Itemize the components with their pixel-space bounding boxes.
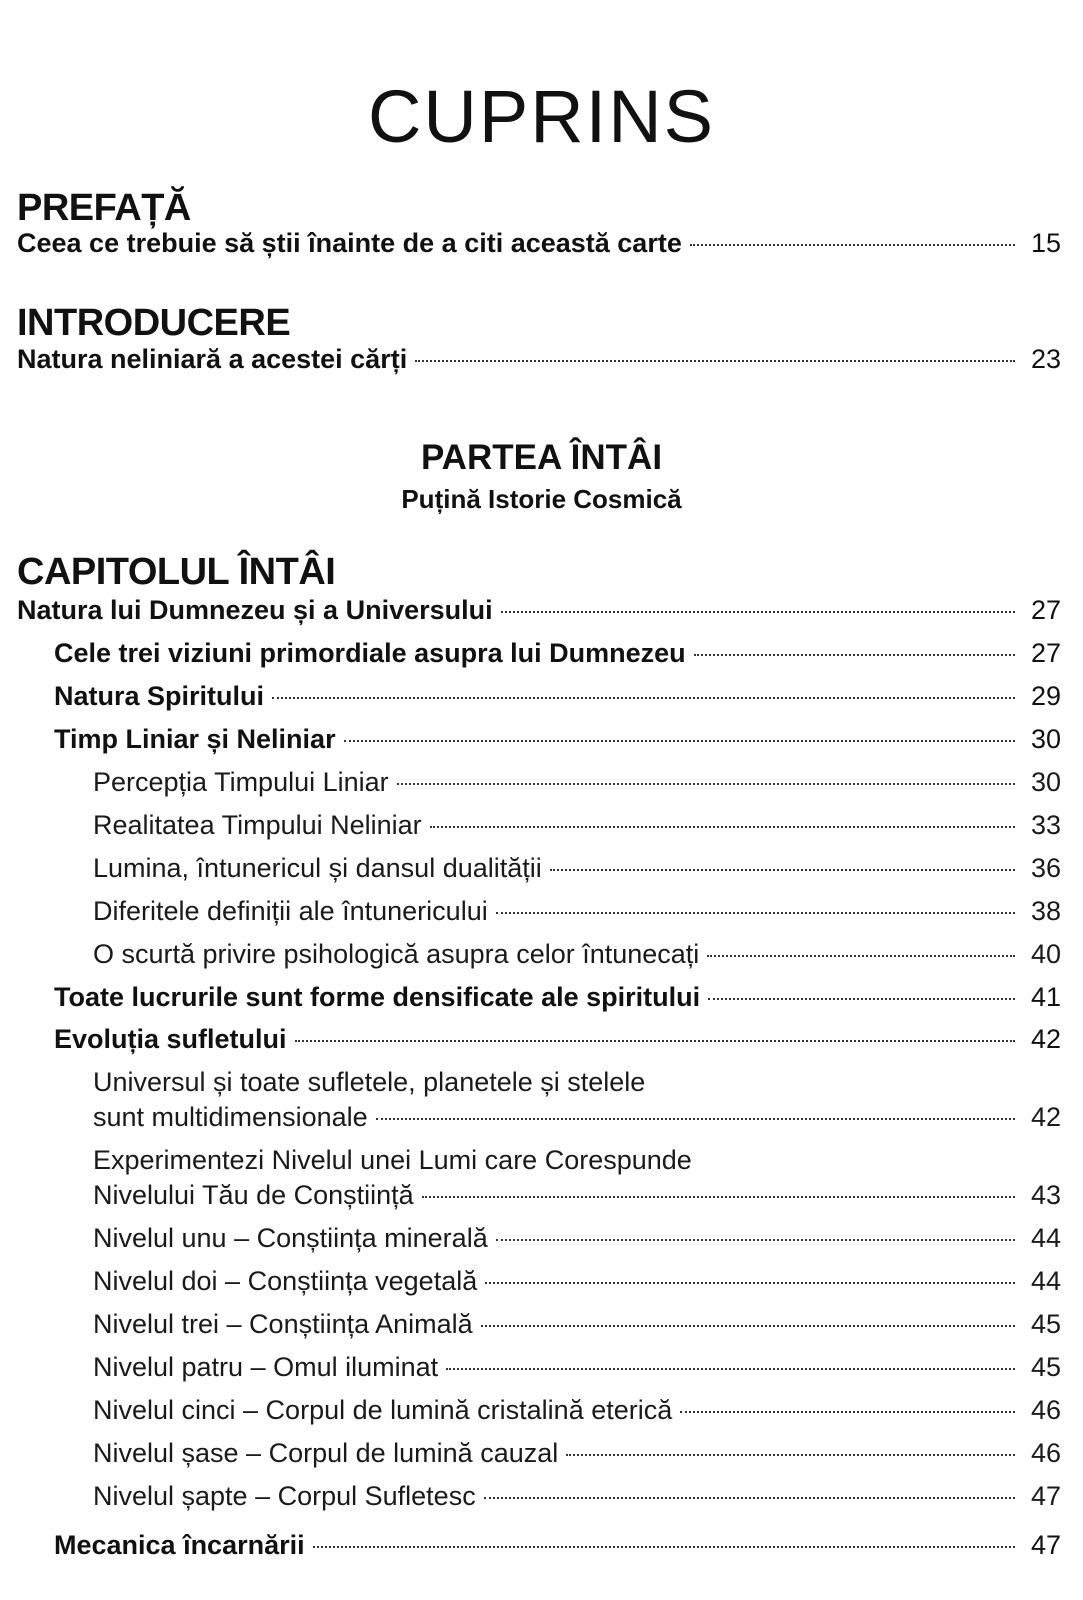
- toc-entry[interactable]: [54, 635, 1061, 671]
- toc-entry[interactable]: [93, 1478, 1061, 1514]
- toc-entry-page: 42: [1030, 1024, 1061, 1054]
- toc-entry-page: 46: [1030, 1395, 1061, 1425]
- toc-entry-title: Evoluția sufletului: [54, 1024, 287, 1054]
- dot-leader: [397, 783, 1015, 785]
- dot-leader: [376, 1118, 1015, 1120]
- toc-entry[interactable]: [93, 936, 1061, 972]
- toc-entry[interactable]: [17, 341, 1061, 377]
- toc-entry-title-line1: Universul și toate sufletele, planetele și stelele: [93, 1067, 646, 1097]
- toc-entry[interactable]: [93, 1099, 1061, 1135]
- toc-entry[interactable]: [93, 850, 1061, 886]
- toc-entry-title: Nivelul doi – Conștiința vegetală: [93, 1266, 478, 1296]
- toc-entry[interactable]: [93, 1306, 1061, 1342]
- toc-entry-title: Lumina, întunericul și dansul dualității: [93, 853, 542, 883]
- toc-entry-page: 44: [1030, 1223, 1061, 1253]
- dot-leader: [708, 998, 1015, 1000]
- toc-entry-title: Natura lui Dumnezeu și a Universului: [17, 595, 493, 625]
- toc-entry-page: 30: [1030, 767, 1061, 797]
- toc-entry-title: O scurtă privire psihologică asupra celor întunecați: [93, 939, 700, 969]
- toc-entry[interactable]: [54, 678, 1061, 714]
- dot-leader: [344, 740, 1015, 742]
- dot-leader: [272, 697, 1015, 699]
- page-title: CUPRINS: [367, 74, 716, 158]
- toc-entry-title: Natura neliniară a acestei cărți: [17, 344, 408, 374]
- toc-entry-title: Nivelul cinci – Corpul de lumină cristalină eterică: [93, 1395, 673, 1425]
- toc-entry-page: 40: [1030, 939, 1061, 969]
- toc-entry-page: 45: [1030, 1352, 1061, 1382]
- toc-entry[interactable]: [93, 764, 1061, 800]
- toc-entry-title-line1: Experimentezi Nivelul unei Lumi care Corespunde: [93, 1145, 692, 1175]
- toc-entry-title: Nivelul trei – Conștiința Animală: [93, 1309, 473, 1339]
- toc-entry[interactable]: [93, 1263, 1061, 1299]
- toc-entry-title: Percepția Timpului Liniar: [93, 767, 389, 797]
- toc-entry-title: Realitatea Timpului Neliniar: [93, 810, 422, 840]
- section-heading-prefata: PREFAȚĂ: [17, 187, 191, 229]
- toc-entry-page: 42: [1030, 1102, 1061, 1132]
- toc-entry-title: Natura Spiritului: [54, 681, 265, 711]
- toc-entry-title: Nivelului Tău de Conștiință: [93, 1180, 414, 1210]
- dot-leader: [496, 912, 1015, 914]
- toc-entry[interactable]: [93, 1177, 1061, 1213]
- dot-leader: [694, 654, 1015, 656]
- toc-entry[interactable]: [93, 807, 1061, 843]
- dot-leader: [690, 244, 1015, 246]
- toc-entry-page: 27: [1030, 595, 1061, 625]
- toc-entry-page: 41: [1030, 982, 1061, 1012]
- toc-entry-page: 30: [1030, 724, 1061, 754]
- toc-entry-page: 29: [1030, 681, 1061, 711]
- toc-entry[interactable]: [54, 721, 1061, 757]
- toc-entry-page: 36: [1030, 853, 1061, 883]
- part-title: PARTEA ÎNTÂI: [420, 438, 663, 477]
- dot-leader: [313, 1546, 1015, 1548]
- dot-leader: [415, 360, 1015, 362]
- dot-leader: [496, 1239, 1015, 1241]
- toc-entry[interactable]: [93, 1392, 1061, 1428]
- toc-entry-page: 46: [1030, 1438, 1061, 1468]
- toc-entry-title: Nivelul șapte – Corpul Sufletesc: [93, 1481, 476, 1511]
- toc-entry-title: Nivelul șase – Corpul de lumină cauzal: [93, 1438, 559, 1468]
- toc-entry[interactable]: [93, 1435, 1061, 1471]
- dot-leader: [550, 869, 1015, 871]
- dot-leader: [485, 1282, 1015, 1284]
- dot-leader: [446, 1368, 1015, 1370]
- dot-leader: [680, 1411, 1015, 1413]
- toc-entry-page: 27: [1030, 638, 1061, 668]
- part-subtitle: Puțină Istorie Cosmică: [401, 484, 682, 514]
- toc-entry-page: 38: [1030, 896, 1061, 926]
- toc-entry[interactable]: [93, 1220, 1061, 1256]
- toc-entry-title: sunt multidimensionale: [93, 1102, 368, 1132]
- toc-entry-page: 33: [1030, 810, 1061, 840]
- toc-entry[interactable]: [17, 592, 1061, 628]
- toc-entry-page: 44: [1030, 1266, 1061, 1296]
- toc-entry-page: 15: [1030, 228, 1061, 258]
- toc-entry[interactable]: [17, 225, 1061, 261]
- dot-leader: [422, 1196, 1015, 1198]
- dot-leader: [566, 1454, 1015, 1456]
- toc-entry[interactable]: [54, 1021, 1061, 1057]
- chapter-heading: CAPITOLUL ÎNTÂI: [17, 551, 336, 593]
- dot-leader: [430, 826, 1015, 828]
- toc-entry-title: Toate lucrurile sunt forme densificate ale spiritului: [54, 982, 701, 1012]
- dot-leader: [295, 1040, 1015, 1042]
- toc-entry-page: 47: [1030, 1481, 1061, 1511]
- toc-entry-page: 43: [1030, 1180, 1061, 1210]
- dot-leader: [481, 1325, 1015, 1327]
- toc-entry-page: 47: [1030, 1530, 1061, 1560]
- toc-entry-title: Nivelul patru – Omul iluminat: [93, 1352, 439, 1382]
- dot-leader: [484, 1497, 1015, 1499]
- toc-entry-title: Ceea ce trebuie să știi înainte de a citi această carte: [17, 228, 682, 258]
- dot-leader: [501, 611, 1015, 613]
- dot-leader: [707, 955, 1015, 957]
- section-heading-introducere: INTRODUCERE: [17, 302, 291, 344]
- toc-entry-title: Mecanica încarnării: [54, 1530, 305, 1560]
- toc-entry-page: 23: [1030, 344, 1061, 374]
- toc-entry-title: Timp Liniar și Neliniar: [54, 724, 336, 754]
- toc-entry[interactable]: [93, 893, 1061, 929]
- toc-entry[interactable]: [93, 1349, 1061, 1385]
- toc-entry-title: Cele trei viziuni primordiale asupra lui Dumnezeu: [54, 638, 686, 668]
- toc-entry-title: Nivelul unu – Conștiința minerală: [93, 1223, 488, 1253]
- toc-entry-page: 45: [1030, 1309, 1061, 1339]
- toc-entry[interactable]: [54, 1527, 1061, 1563]
- toc-entry[interactable]: [54, 979, 1061, 1015]
- toc-entry-title: Diferitele definiții ale întunericului: [93, 896, 488, 926]
